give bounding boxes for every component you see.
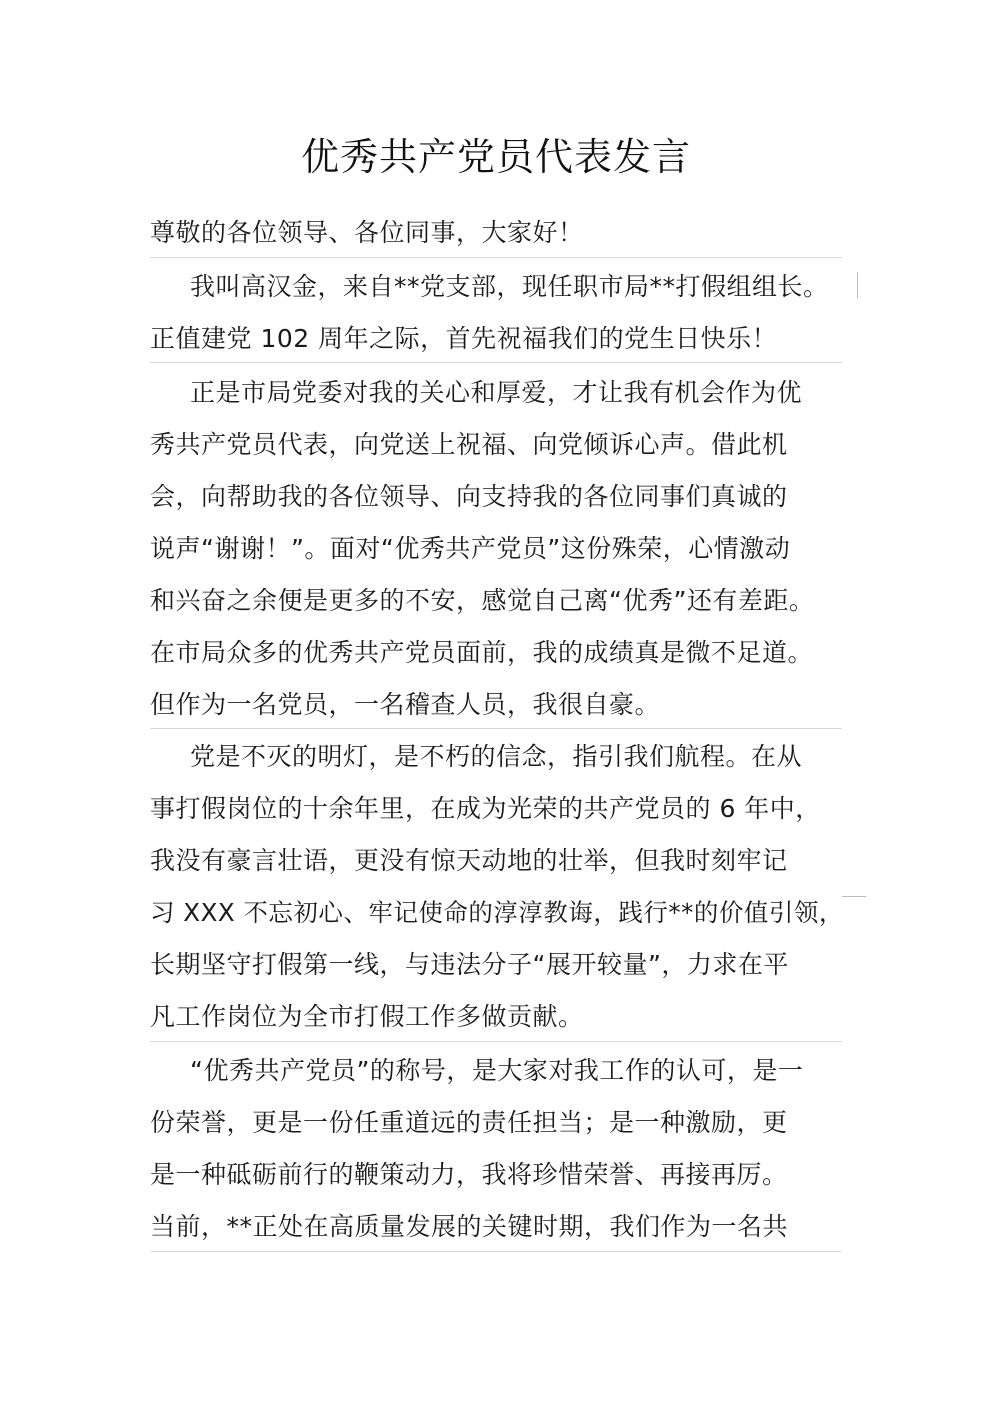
paragraph-line: 但作为一名党员，一名稽查人员，我很自豪。 (150, 690, 661, 719)
margin-mark (842, 896, 866, 897)
document-title: 优秀共产党员代表发言 (300, 135, 691, 179)
paragraph-line: 事打假岗位的十余年里，在成为光荣的共产党员的 6 年中， (150, 794, 821, 823)
paragraph-line: 在市局众多的优秀共产党员面前，我的成绩真是微不足道。 (150, 638, 814, 667)
paragraph-line: 正是市局党委对我的关心和厚爱，才让我有机会作为优 (190, 378, 803, 407)
paragraph-line: 凡工作岗位为全市打假工作多做贡献。 (150, 1002, 584, 1031)
paragraph-line: 会，向帮助我的各位领导、向支持我的各位同事们真诚的 (150, 482, 788, 511)
divider (150, 728, 842, 729)
paragraph-line: 我没有豪言壮语，更没有惊天动地的壮举，但我时刻牢记 (150, 846, 788, 875)
paragraph-line: 份荣誉，更是一份任重道远的责任担当；是一种激励，更 (150, 1108, 788, 1137)
paragraph-line: 长期坚守打假第一线，与违法分子“展开较量”，力求在平 (150, 950, 789, 979)
paragraph-line: 我叫高汉金，来自**党支部，现任职市局**打假组组长。 (190, 272, 829, 301)
margin-mark (857, 272, 858, 298)
paragraph-line: 尊敬的各位领导、各位同事，大家好！ (150, 218, 584, 247)
paragraph-line: 说声“谢谢！”。面对“优秀共产党员”这份殊荣，心情激动 (150, 534, 791, 563)
divider (150, 1041, 842, 1042)
paragraph-line: 党是不灭的明灯，是不朽的信念，指引我们航程。在从 (190, 742, 803, 771)
paragraph-line: 秀共产党员代表，向党送上祝福、向党倾诉心声。借此机 (150, 430, 788, 459)
paragraph-line: 正值建党 102 周年之际，首先祝福我们的党生日快乐！ (150, 324, 778, 353)
paragraph-line: “优秀共产党员”的称号，是大家对我工作的认可，是一 (190, 1056, 804, 1085)
paragraph-line: 是一种砥砺前行的鞭策动力，我将珍惜荣誉、再接再厉。 (150, 1160, 788, 1189)
paragraph-line: 当前，**正处在高质量发展的关键时期，我们作为一名共 (150, 1212, 789, 1241)
paragraph-line: 习 XXX 不忘初心、牢记使命的淳淳教诲，践行**的价值引领， (150, 898, 844, 927)
divider (150, 362, 842, 363)
paragraph-line: 和兴奋之余便是更多的不安，感觉自己离“优秀”还有差距。 (150, 586, 815, 615)
divider (150, 257, 842, 258)
divider (150, 1251, 842, 1252)
